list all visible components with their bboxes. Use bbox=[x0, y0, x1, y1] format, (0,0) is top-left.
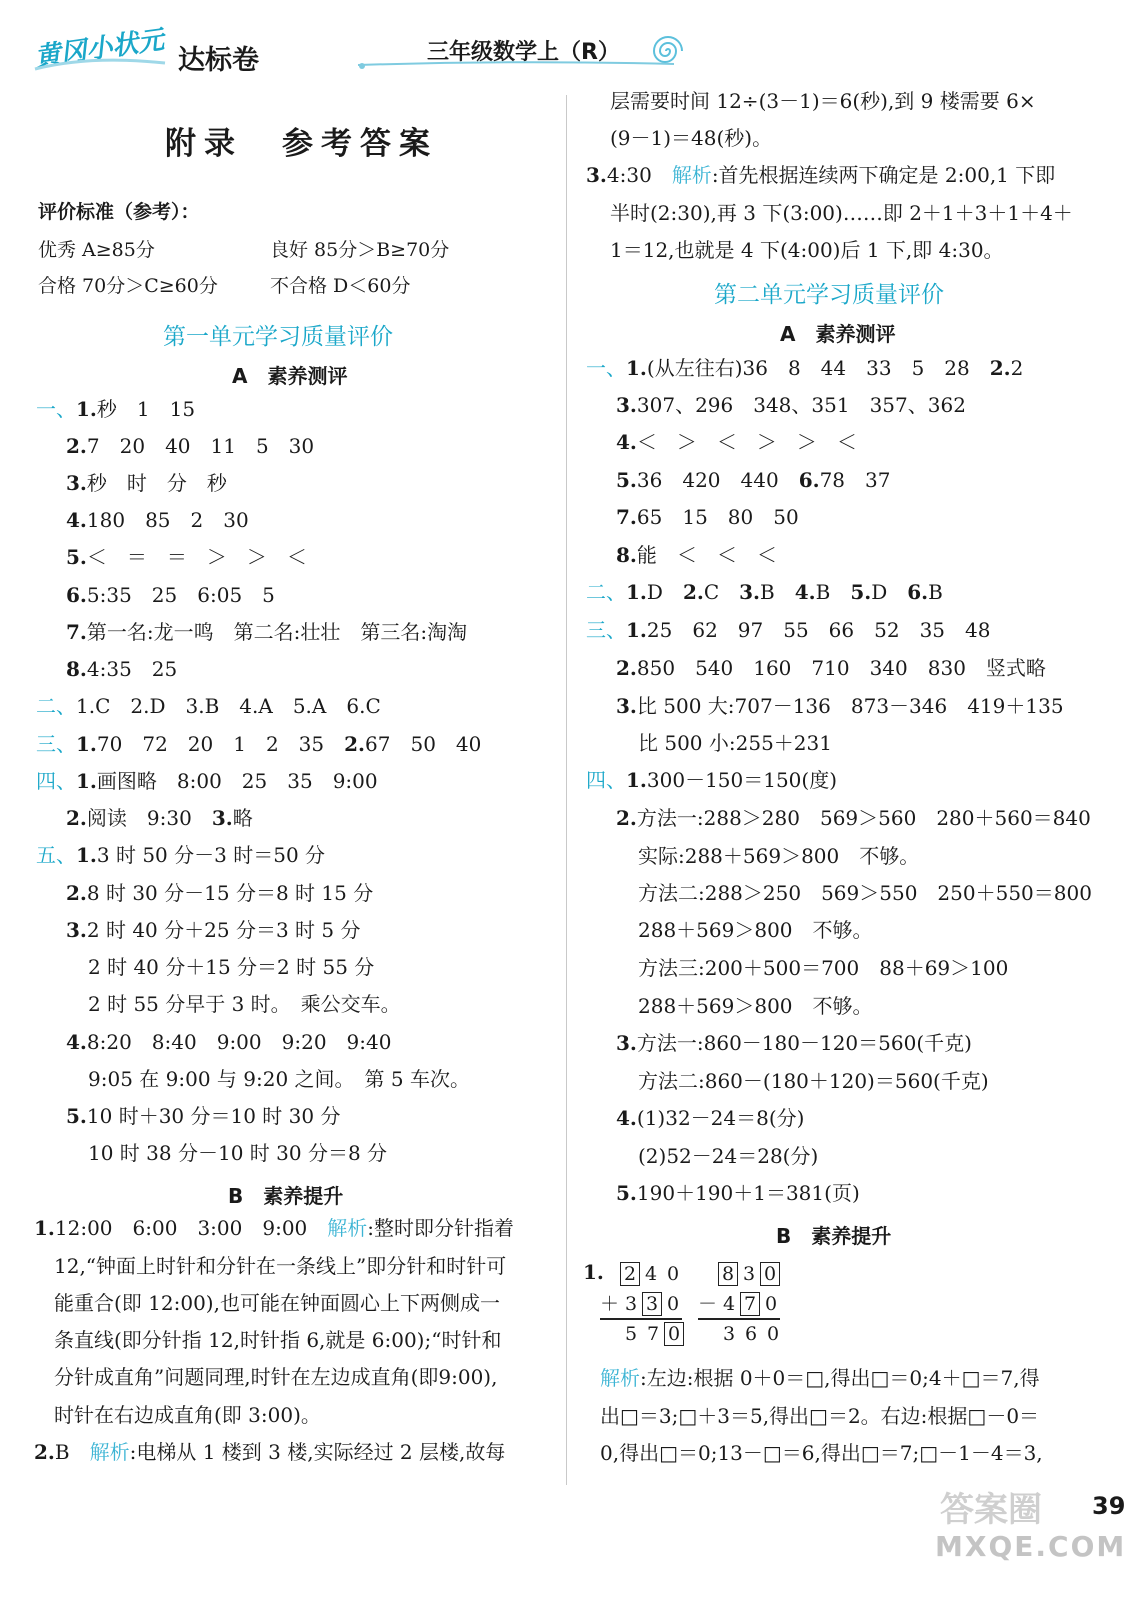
answer-line: 四、1.300－150＝150(度) bbox=[586, 768, 838, 792]
answer-line: 3.4:30 解析:首先根据连续两下确定是 2:00,1 下即 bbox=[586, 163, 1056, 187]
answer-line: 3.比 500 大:707－136 873－346 419＋135 bbox=[616, 694, 1064, 718]
answer-line: 一、1.秒 1 15 bbox=[36, 397, 196, 421]
calc-rule bbox=[698, 1318, 780, 1320]
answer-line: 半时(2:30),再 3 下(3:00)……即 2＋1＋3＋1＋4＋ bbox=[610, 201, 1073, 225]
answer-line: 能重合(即 12:00),也可能在钟面圆心上下两侧成一 bbox=[54, 1291, 500, 1315]
brand-swoosh-icon bbox=[30, 55, 170, 75]
criteria-d: 不合格 D＜60分 bbox=[270, 275, 411, 297]
answer-line: 7.第一名:龙一鸣 第二名:壮壮 第三名:淘淘 bbox=[66, 620, 468, 644]
watermark-url: MXQE.COM bbox=[935, 1530, 1127, 1563]
answer-line: 5.＜ ＝ ＝ ＞ ＞ ＜ bbox=[66, 545, 307, 569]
answer-line: 解析:左边:根据 0＋0＝□,得出□＝0;4＋□＝7,得 bbox=[600, 1366, 1040, 1390]
criteria-label: 评价标准（参考）： bbox=[38, 201, 200, 223]
answer-line: 方法二:860－(180＋120)＝560(千克) bbox=[638, 1069, 989, 1093]
unit1-section-a: A 素养测评 bbox=[232, 364, 348, 388]
answer-line: 三、1.70 72 20 1 2 35 2.67 50 40 bbox=[36, 732, 482, 756]
answer-line: 3.方法一:860－180－120＝560(千克) bbox=[616, 1031, 972, 1055]
answer-line: 2.B 解析:电梯从 1 楼到 3 楼,实际经过 2 层楼,故每 bbox=[34, 1440, 506, 1464]
spiral-icon bbox=[648, 33, 688, 69]
answer-line: 出□＝3;□＋3＝5,得出□＝2。右边:根据□－0＝ bbox=[600, 1404, 1040, 1428]
column-divider bbox=[566, 95, 567, 1485]
criteria-c: 合格 70分＞C≥60分 bbox=[38, 275, 218, 297]
answer-line: 9:05 在 9:00 与 9:20 之间。 第 5 车次。 bbox=[88, 1067, 470, 1091]
answer-line: 3.307、296 348、351 357、362 bbox=[616, 393, 966, 417]
watermark-logo: 答案圈 bbox=[940, 1490, 1042, 1530]
answer-line: (2)52－24＝28(分) bbox=[638, 1144, 819, 1168]
calc-row: 5 7 0 bbox=[620, 1322, 684, 1346]
answer-line: 12,“钟面上时针和分针在一条线上”即分针和时针可 bbox=[54, 1254, 507, 1278]
unit2-section-a: A 素养测评 bbox=[780, 322, 896, 346]
answer-line: 二、1.C 2.D 3.B 4.A 5.A 6.C bbox=[36, 694, 381, 718]
answer-line: 1.12:00 6:00 3:00 9:00 解析:整时即分针指着 bbox=[34, 1216, 515, 1240]
answer-line: 8.4:35 25 bbox=[66, 657, 178, 681]
brand-logo: 黄冈小状元 bbox=[32, 25, 166, 73]
answer-line: 一、1.(从左往右)36 8 44 33 5 28 2.2 bbox=[586, 356, 1024, 380]
answer-line: 条直线(即分针指 12,时针指 6,就是 6:00);“时针和 bbox=[54, 1328, 502, 1352]
answer-line: 2.7 20 40 11 5 30 bbox=[66, 434, 315, 458]
answer-line: 4.＜ ＞ ＜ ＞ ＞ ＜ bbox=[616, 430, 857, 454]
answer-line: 二、1.D 2.C 3.B 4.B 5.D 6.B bbox=[586, 580, 943, 604]
answer-line: 四、1.画图略 8:00 25 35 9:00 bbox=[36, 769, 378, 793]
answer-line: 3.秒 时 分 秒 bbox=[66, 471, 227, 495]
answer-line: 五、1.3 时 50 分－3 时＝50 分 bbox=[36, 843, 326, 867]
unit2-section-b: B 素养提升 bbox=[776, 1224, 892, 1248]
answer-line: 2.850 540 160 710 340 830 竖式略 bbox=[616, 656, 1046, 680]
answer-line: 方法三:200＋500＝700 88＋69＞100 bbox=[638, 956, 1009, 980]
answer-line: 4.180 85 2 30 bbox=[66, 508, 249, 532]
answer-line: 5.10 时＋30 分＝10 时 30 分 bbox=[66, 1104, 341, 1128]
answer-line: 2.阅读 9:30 3.略 bbox=[66, 806, 253, 830]
answer-line: 2 时 40 分＋15 分＝2 时 55 分 bbox=[88, 955, 375, 979]
answer-line: 0,得出□＝0;13－□＝6,得出□＝7;□－1－4＝3, bbox=[600, 1441, 1043, 1465]
answer-line: 比 500 小:255＋231 bbox=[638, 731, 832, 755]
calc-row: 3 6 0 bbox=[722, 1323, 780, 1345]
answer-line: 8.能 ＜ ＜ ＜ bbox=[616, 543, 777, 567]
answer-line: (9－1)＝48(秒)。 bbox=[610, 126, 773, 150]
calc-row: ＋ 3 3 0 bbox=[600, 1293, 680, 1315]
series-name: 达标卷 bbox=[178, 45, 259, 76]
answer-line: 4.(1)32－24＝8(分) bbox=[616, 1106, 805, 1130]
answer-line: 288＋569＞800 不够。 bbox=[638, 918, 873, 942]
answer-line: 2.8 时 30 分－15 分＝8 时 15 分 bbox=[66, 881, 374, 905]
answer-line: 2 时 55 分早于 3 时。 乘公交车。 bbox=[88, 992, 401, 1016]
page-title: 附录 参考答案 bbox=[165, 126, 438, 162]
unit1-title: 第一单元学习质量评价 bbox=[163, 324, 393, 350]
answer-line: 分针成直角”问题同理,时针在左边成直角(即9:00), bbox=[54, 1365, 498, 1389]
calc-rule bbox=[600, 1318, 682, 1320]
calc-number: 1. bbox=[583, 1260, 604, 1284]
unit1-section-b: B 素养提升 bbox=[228, 1184, 344, 1208]
answer-line: 10 时 38 分－10 时 30 分＝8 分 bbox=[88, 1141, 388, 1165]
header-rule-icon bbox=[356, 58, 676, 72]
answer-line: 4.8:20 8:40 9:00 9:20 9:40 bbox=[66, 1030, 392, 1054]
answer-line: 5.36 420 440 6.78 37 bbox=[616, 468, 891, 492]
unit2-title: 第二单元学习质量评价 bbox=[714, 282, 944, 308]
answer-line: 实际:288＋569＞800 不够。 bbox=[638, 844, 920, 868]
answer-line: 三、1.25 62 97 55 66 52 35 48 bbox=[586, 618, 991, 642]
answer-line: 时针在右边成直角(即 3:00)。 bbox=[54, 1403, 321, 1427]
answer-line: 层需要时间 12÷(3－1)＝6(秒),到 9 楼需要 6× bbox=[610, 89, 1036, 113]
calc-row: 2 4 0 bbox=[620, 1262, 684, 1286]
answer-line: 方法二:288＞250 569＞550 250＋550＝800 bbox=[638, 881, 1092, 905]
page-number: 39 bbox=[1092, 1492, 1126, 1520]
criteria-b: 良好 85分＞B≥70分 bbox=[270, 239, 450, 261]
answer-line: 6.5:35 25 6:05 5 bbox=[66, 583, 275, 607]
answer-line: 288＋569＞800 不够。 bbox=[638, 994, 873, 1018]
answer-line: 3.2 时 40 分＋25 分＝3 时 5 分 bbox=[66, 918, 361, 942]
calc-row: － 4 7 0 bbox=[698, 1293, 778, 1315]
answer-line: 1＝12,也就是 4 下(4:00)后 1 下,即 4:30。 bbox=[610, 238, 1004, 262]
calc-row: 8 3 0 bbox=[718, 1262, 780, 1286]
answer-line: 5.190＋190＋1＝381(页) bbox=[616, 1181, 860, 1205]
criteria-a: 优秀 A≥85分 bbox=[38, 239, 155, 261]
subject-label: 三年级数学上（R） bbox=[427, 40, 620, 65]
answer-line: 2.方法一:288＞280 569＞560 280＋560＝840 bbox=[616, 806, 1091, 830]
answer-line: 7.65 15 80 50 bbox=[616, 505, 799, 529]
